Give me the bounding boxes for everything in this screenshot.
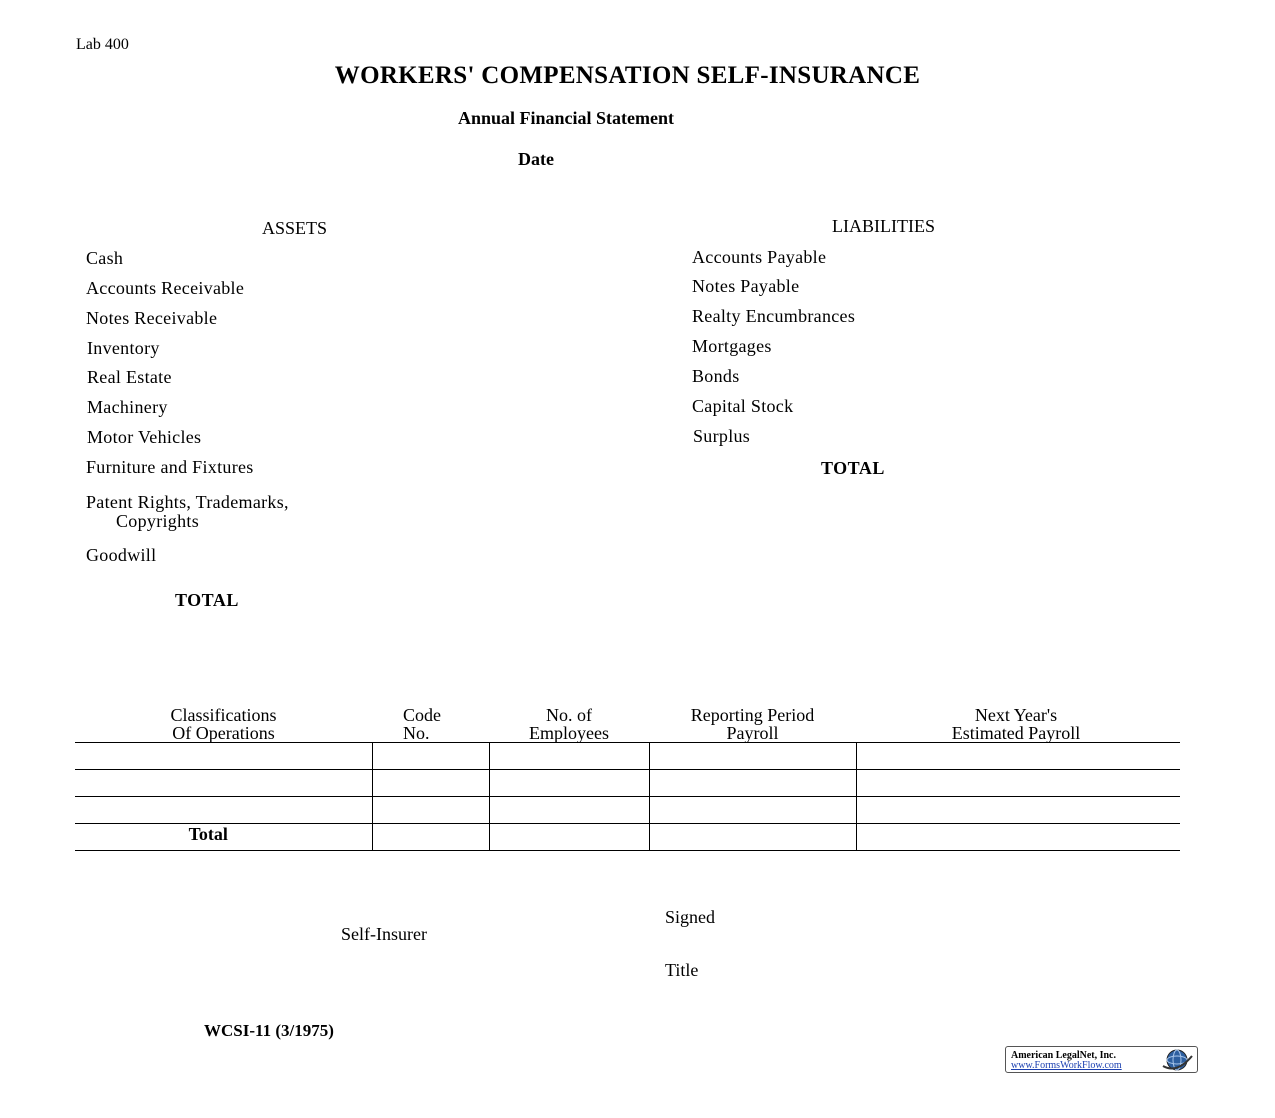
table-cell[interactable] — [75, 770, 372, 797]
table-cell[interactable] — [372, 824, 489, 851]
asset-item-cash: Cash — [86, 248, 124, 268]
form-id: Lab 400 — [76, 36, 129, 53]
table-cell[interactable] — [489, 743, 649, 770]
form-number: WCSI-11 (3/1975) — [204, 1021, 334, 1040]
globe-icon — [1159, 1048, 1195, 1072]
column-header-employees: No. of Employees — [489, 704, 649, 743]
column-header-estimated-payroll: Next Year's Estimated Payroll — [856, 704, 1180, 743]
table-cell[interactable] — [649, 743, 856, 770]
asset-item-furniture-fixtures: Furniture and Fixtures — [86, 457, 254, 477]
asset-item-real-estate: Real Estate — [87, 367, 172, 387]
table-cell[interactable] — [649, 770, 856, 797]
table-cell[interactable] — [489, 770, 649, 797]
asset-item-inventory: Inventory — [87, 338, 160, 358]
table-row — [75, 743, 1180, 770]
asset-item-goodwill: Goodwill — [86, 545, 157, 565]
table-cell[interactable] — [649, 824, 856, 851]
table-cell[interactable] — [649, 797, 856, 824]
liability-item-notes-payable: Notes Payable — [692, 276, 800, 296]
table-cell[interactable] — [856, 824, 1180, 851]
asset-item-machinery: Machinery — [87, 397, 168, 417]
table-total-label: Total — [75, 824, 372, 851]
asset-item-copyrights: Copyrights — [116, 511, 200, 531]
asset-item-accounts-receivable: Accounts Receivable — [86, 278, 245, 298]
table-cell[interactable] — [856, 743, 1180, 770]
column-header-code: Code No. — [372, 704, 489, 743]
column-header-reporting-payroll: Reporting Period Payroll — [649, 704, 856, 743]
title-label: Title — [665, 960, 699, 980]
form-subtitle: Annual Financial Statement — [458, 108, 675, 128]
table-cell[interactable] — [856, 797, 1180, 824]
liabilities-heading: LIABILITIES — [832, 216, 935, 236]
liability-item-accounts-payable: Accounts Payable — [692, 247, 827, 267]
table-row — [75, 797, 1180, 824]
liability-item-mortgages: Mortgages — [692, 336, 772, 356]
logo-url-link[interactable]: www.FormsWorkFlow.com — [1011, 1060, 1122, 1071]
table-cell[interactable] — [372, 797, 489, 824]
table-header-row — [75, 704, 1180, 743]
self-insurer-label: Self-Insurer — [341, 924, 427, 944]
payroll-table — [75, 704, 1180, 851]
liability-item-bonds: Bonds — [692, 366, 740, 386]
table-cell[interactable] — [856, 770, 1180, 797]
table-cell[interactable] — [489, 824, 649, 851]
asset-item-notes-receivable: Notes Receivable — [86, 308, 218, 328]
liability-item-surplus: Surplus — [693, 426, 751, 446]
signed-label: Signed — [665, 907, 716, 927]
column-header-classifications: Classifications Of Operations — [75, 704, 372, 743]
table-row — [75, 770, 1180, 797]
date-label: Date — [518, 149, 554, 169]
liability-item-capital-stock: Capital Stock — [692, 396, 794, 416]
form-title: WORKERS' COMPENSATION SELF-INSURANCE — [334, 62, 921, 89]
asset-item-motor-vehicles: Motor Vehicles — [87, 427, 202, 447]
assets-total-label: TOTAL — [175, 590, 239, 610]
table-cell[interactable] — [372, 770, 489, 797]
logo-company-name: American LegalNet, Inc. — [1011, 1050, 1116, 1061]
assets-heading: ASSETS — [262, 218, 328, 238]
liability-item-realty-encumbrances: Realty Encumbrances — [692, 306, 856, 326]
american-legalnet-logo[interactable] — [1005, 1046, 1198, 1073]
table-total-row — [75, 824, 1180, 851]
table-cell[interactable] — [75, 743, 372, 770]
table-cell[interactable] — [372, 743, 489, 770]
table-cell[interactable] — [489, 797, 649, 824]
asset-item-patent-rights: Patent Rights, Trademarks, — [86, 492, 289, 512]
table-cell[interactable] — [75, 797, 372, 824]
liabilities-total-label: TOTAL — [821, 458, 885, 478]
